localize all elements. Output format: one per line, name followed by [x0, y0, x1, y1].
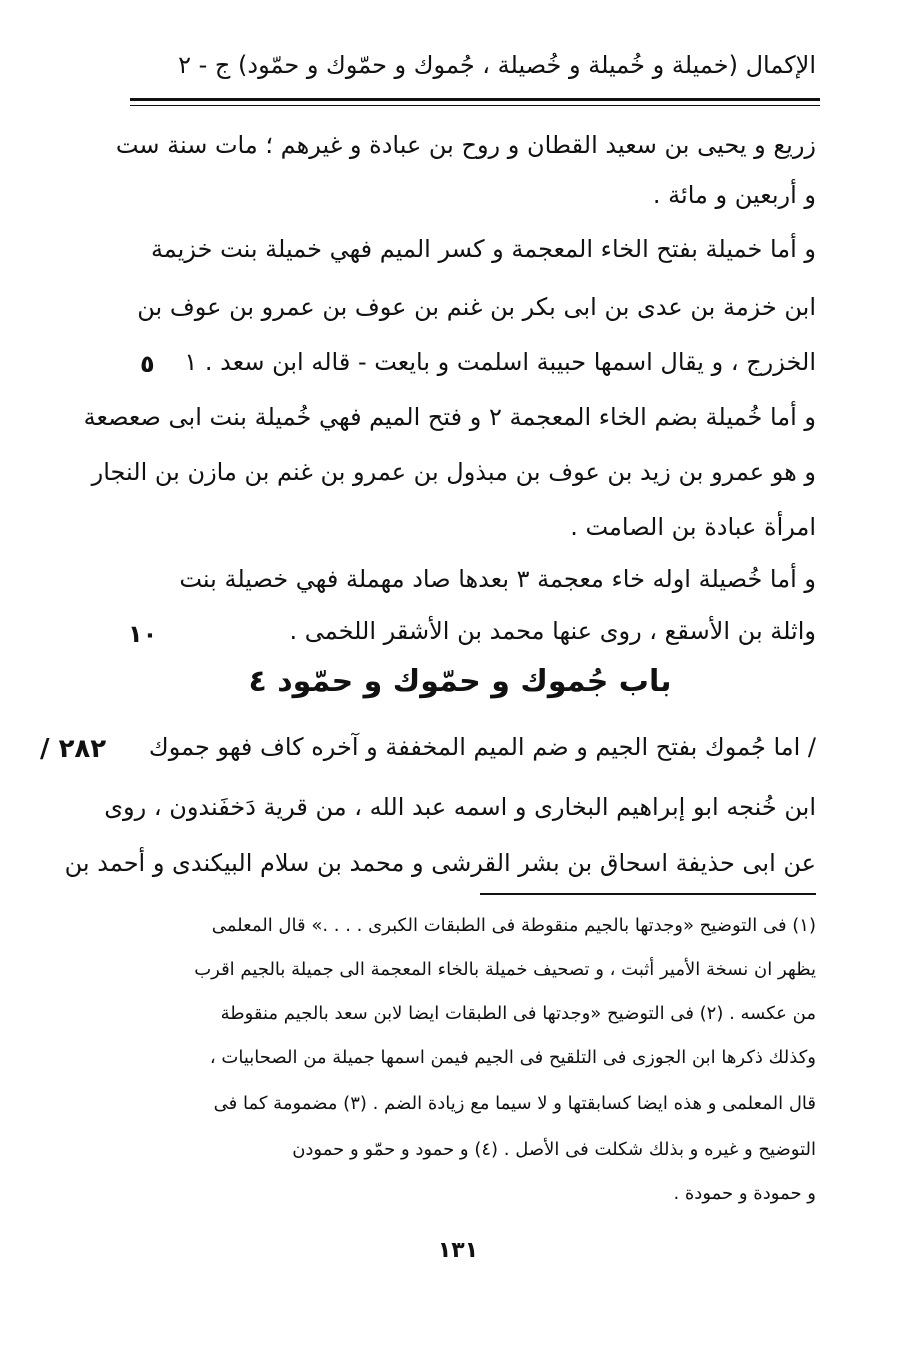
- footnote-line-1: (١) فى التوضيح «وجدتها بالجيم منقوطة فى الطبقات الكبرى . . . .» قال المعلمى: [211, 915, 816, 936]
- footnote-line-5: قال المعلمى و هذه ايضا كسابقتها و لا سيما مع زيادة الضم . (٣) مضمومة كما فى: [213, 1093, 816, 1114]
- body-line-8: امرأة عبادة بن الصامت .: [570, 513, 816, 541]
- body-line-5: الخزرج ، و يقال اسمها حبيبة اسلمت و بايعت - قاله ابن سعد . ١: [184, 348, 816, 376]
- body-line-13: عن ابى حذيفة اسحاق بن بشر القرشى و محمد بن سلام البيكندى و أحمد بن: [64, 849, 816, 877]
- footnote-line-4: وكذلك ذكرها ابن الجوزى فى التلقيح فى الجيم فيمن اسمها جميلة من الصحابيات ،: [209, 1047, 816, 1068]
- section-heading: باب جُموك و حمّوك و حمّود ٤: [248, 664, 672, 699]
- line-number-10: ١٠: [128, 620, 158, 648]
- body-line-7: و هو عمرو بن زيد بن عوف بن مبذول بن عمرو بن غنم بن مازن بن النجار: [91, 458, 816, 486]
- folio-marker: ٢٨٢ /: [40, 734, 107, 764]
- body-line-4: ابن خزمة بن عدى بن ابى بكر بن غنم بن عوف بن عمرو بن عوف بن: [137, 293, 816, 321]
- footnote-line-3: من عكسه . (٢) فى التوضيح «وجدتها فى الطبقات ايضا لابن سعد بالجيم منقوطة: [220, 1003, 816, 1024]
- footnote-line-6: التوضيح و غيره و بذلك شكلت فى الأصل . (٤) و حمود و حمّو و حمودن: [292, 1139, 816, 1160]
- body-line-1: زريع و يحيى بن سعيد القطان و روح بن عبادة و غيرهم ؛ مات سنة ست: [115, 131, 816, 159]
- body-line-10: واثلة بن الأسقع ، روى عنها محمد بن الأشقر اللخمى .: [289, 617, 816, 645]
- body-line-9: و أما خُصيلة اوله خاء معجمة ٣ بعدها صاد مهملة فهي خصيلة بنت: [179, 565, 816, 593]
- header-rule-thick: [130, 98, 820, 101]
- footnote-separator: [480, 893, 816, 895]
- body-line-2: و أربعين و مائة .: [652, 181, 816, 209]
- header-rule-thin: [130, 105, 820, 106]
- footnote-line-2: يظهر ان نسخة الأمير أثبت ، و تصحيف خميلة بالخاء المعجمة الى جميلة بالجيم اقرب: [194, 959, 816, 980]
- body-line-3: و أما خميلة بفتح الخاء المعجمة و كسر الميم فهي خميلة بنت خزيمة: [150, 235, 816, 263]
- line-number-5: ٥: [140, 350, 155, 378]
- running-header: الإكمال (خميلة و خُميلة و خُصيلة ، جُموك و حمّوك و حمّود) ج - ٢: [178, 51, 816, 79]
- body-line-12: ابن خُنجه ابو إبراهيم البخارى و اسمه عبد الله ، من قرية دَخفَندون ، روى: [104, 793, 816, 821]
- body-line-11: / اما جُموك بفتح الجيم و ضم الميم المخففة و آخره كاف فهو جموك: [148, 733, 816, 761]
- footnote-line-7: و حمودة و حمودة .: [673, 1183, 816, 1204]
- page-number: ١٣١: [437, 1238, 479, 1263]
- body-line-6: و أما خُميلة بضم الخاء المعجمة ٢ و فتح الميم فهي خُميلة بنت ابى صعصعة: [83, 403, 816, 431]
